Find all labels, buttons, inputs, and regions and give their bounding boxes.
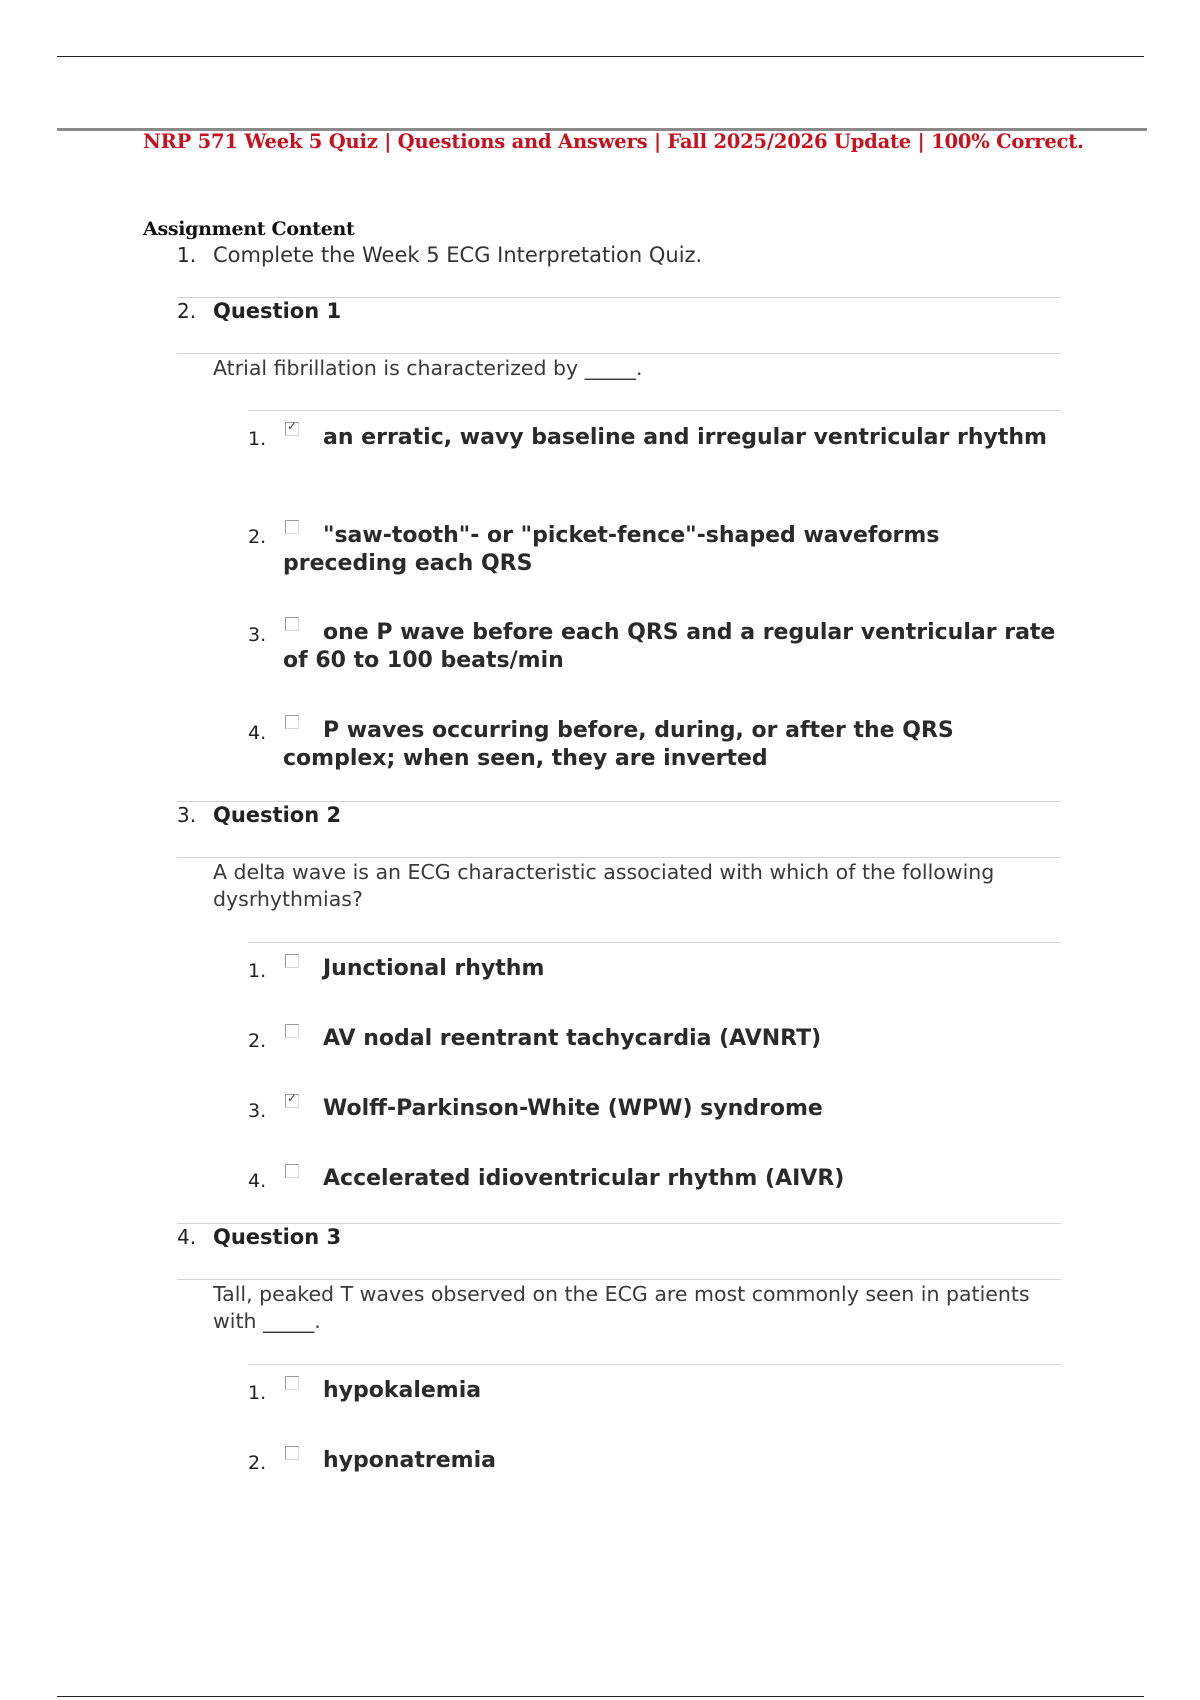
- option-text: Junctional rhythm: [323, 956, 545, 981]
- option-number: 1.: [248, 1382, 267, 1404]
- item-number: 2.: [177, 299, 197, 323]
- option-text: AV nodal reentrant tachycardia (AVNRT): [323, 1026, 822, 1051]
- question-label: Question 3: [213, 1225, 342, 1249]
- question-text: Atrial fibrillation is characterized by _____.: [213, 356, 643, 380]
- option-text: "saw-tooth"- or "picket-fence"-shaped waveforms preceding each QRS: [283, 523, 940, 576]
- option-text: hypokalemia: [323, 1378, 482, 1403]
- option-number: 4.: [248, 722, 267, 744]
- divider: [177, 353, 1061, 354]
- option-number: 4.: [248, 1170, 267, 1192]
- page-bottom-rule: [57, 1696, 1144, 1697]
- question-text: A delta wave is an ECG characteristic associated with which of the following dysrhythmias?: [213, 860, 995, 911]
- divider: [248, 942, 1061, 943]
- checkbox-checked-icon[interactable]: ✓: [285, 1094, 299, 1108]
- section-heading: Assignment Content: [143, 218, 355, 240]
- option-text: an erratic, wavy baseline and irregular ventricular rhythm: [323, 425, 1047, 450]
- option-number: 3.: [248, 624, 267, 646]
- option-text: Accelerated idioventricular rhythm (AIVR): [323, 1166, 845, 1191]
- divider: [177, 297, 1061, 298]
- question-label: Question 2: [213, 803, 342, 827]
- option-number: 2.: [248, 526, 267, 548]
- item-number: 4.: [177, 1225, 197, 1249]
- option-text: hyponatremia: [323, 1448, 496, 1473]
- document-title: NRP 571 Week 5 Quiz | Questions and Answers | Fall 2025/2026 Update | 100% Correct.: [143, 130, 1084, 153]
- divider: [177, 801, 1061, 802]
- item-number: 3.: [177, 803, 197, 827]
- checkbox-checked-icon[interactable]: ✓: [285, 422, 299, 436]
- item-number: 1.: [177, 243, 197, 267]
- divider: [177, 857, 1061, 858]
- option-number: 3.: [248, 1100, 267, 1122]
- option-number: 2.: [248, 1452, 267, 1474]
- option-number: 1.: [248, 960, 267, 982]
- option-text: Wolff-Parkinson-White (WPW) syndrome: [323, 1096, 823, 1121]
- option-number: 2.: [248, 1030, 267, 1052]
- divider: [248, 1364, 1061, 1365]
- instruction-text: Complete the Week 5 ECG Interpretation Quiz.: [213, 243, 703, 267]
- page-top-rule: [57, 56, 1144, 57]
- divider: [177, 1223, 1061, 1224]
- option-text: one P wave before each QRS and a regular ventricular rate of 60 to 100 beats/min: [283, 620, 1056, 673]
- question-text: Tall, peaked T waves observed on the ECG are most commonly seen in patients with _____.: [213, 1282, 1030, 1333]
- divider: [177, 1279, 1061, 1280]
- option-text: P waves occurring before, during, or after the QRS complex; when seen, they are inverted: [283, 718, 954, 771]
- option-number: 1.: [248, 428, 267, 450]
- divider: [248, 410, 1061, 411]
- question-label: Question 1: [213, 299, 342, 323]
